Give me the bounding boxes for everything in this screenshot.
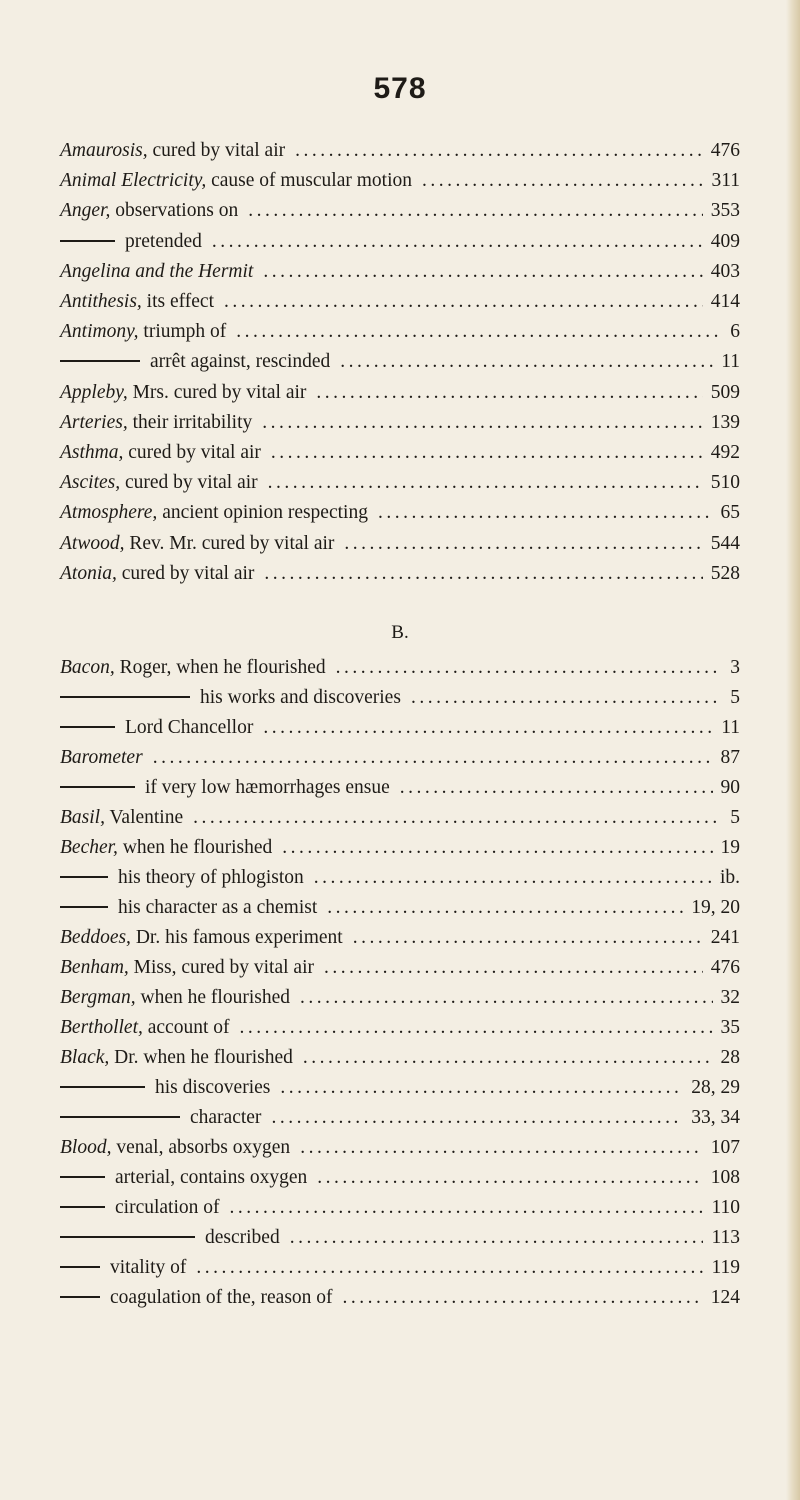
dot-leaders: [212, 227, 703, 257]
index-entry: [60, 287, 740, 317]
page-number: 578: [373, 72, 427, 105]
index-entry: [60, 1103, 740, 1133]
entry-description: cause of muscular motion: [206, 170, 412, 192]
entry-headword: Arteries,: [60, 411, 128, 433]
dot-leaders: [314, 863, 712, 893]
dot-leaders: [290, 1223, 704, 1253]
entry-description: venal, absorbs oxygen: [111, 1137, 291, 1158]
entry-description: circulation of: [115, 1197, 220, 1218]
dot-leaders: [153, 743, 713, 773]
index-entry: [60, 1193, 740, 1223]
entry-description: triumph of: [138, 321, 227, 343]
index-entry: [60, 559, 740, 589]
dot-leaders: [327, 893, 683, 923]
entry-description: cured by vital air: [123, 442, 261, 463]
entry-description: cured by vital air: [120, 472, 258, 494]
entry-description: character: [190, 1107, 262, 1128]
dot-leaders: [317, 1163, 703, 1193]
entry-headword: Beddoes,: [60, 927, 131, 948]
entry-page-number: 108: [710, 1167, 740, 1188]
entry-description: his character as a chemist: [118, 897, 318, 918]
entry-headword: Atonia,: [60, 562, 117, 584]
index-entry: [60, 1133, 740, 1163]
ditto-dash: [60, 696, 190, 698]
dot-leaders: [263, 713, 713, 743]
index-entry: [60, 1073, 740, 1103]
ditto-dash: [60, 1236, 195, 1238]
dot-leaders: [422, 166, 703, 196]
entry-description: his works and discoveries: [200, 687, 401, 708]
entry-description: Roger, when he flourished: [114, 657, 326, 678]
ditto-dash: [60, 1266, 100, 1268]
ditto-dash: [60, 726, 115, 728]
entry-page-number: 139: [710, 411, 740, 433]
entry-page-number: 28, 29: [691, 1077, 740, 1098]
index-entry: [60, 347, 740, 377]
entry-page-number: 87: [720, 747, 740, 768]
index-entry: [60, 166, 740, 196]
dot-leaders: [271, 1103, 683, 1133]
entry-headword: Ascites,: [60, 472, 121, 494]
ditto-dash: [60, 360, 140, 362]
entry-description: Rev. Mr. cured by vital air: [124, 532, 335, 554]
entry-headword: Barometer: [60, 747, 143, 768]
index-entry: [60, 378, 740, 408]
entry-page-number: 32: [720, 987, 740, 1008]
entry-page-number: 28: [720, 1047, 740, 1068]
index-entry: [60, 529, 740, 559]
entry-page-number: 492: [710, 442, 740, 463]
entry-headword: Basil,: [60, 807, 105, 828]
entry-page-number: 5: [730, 687, 740, 708]
dot-leaders: [268, 468, 703, 498]
entry-page-number: 65: [720, 502, 740, 524]
entry-headword: Berthollet,: [60, 1017, 143, 1038]
entry-description: coagulation of the, reason of: [110, 1287, 333, 1308]
entry-description: when he flourished: [135, 987, 290, 1008]
entry-description: arterial, contains oxygen: [115, 1167, 308, 1188]
index-entry: [60, 438, 740, 468]
entry-description: its effect: [141, 291, 214, 312]
entry-description: Dr. his famous experiment: [130, 927, 343, 948]
index-entry: [60, 833, 740, 863]
entry-page-number: 35: [720, 1017, 740, 1038]
entry-headword: Animal Electricity,: [60, 170, 207, 192]
index-entry: [60, 803, 740, 833]
index-entry: [60, 1283, 740, 1313]
entry-headword: Atmosphere,: [60, 502, 158, 524]
entry-page-number: 19: [720, 837, 740, 858]
index-entry: [60, 743, 740, 773]
entry-headword: Antimony,: [60, 321, 139, 343]
dot-leaders: [193, 803, 722, 833]
dot-leaders: [236, 317, 722, 347]
ditto-dash: [60, 1086, 145, 1088]
index-entry: [60, 1043, 740, 1073]
entry-page-number: 403: [710, 260, 740, 282]
index-entry: [60, 953, 740, 983]
entry-description: Miss, cured by vital air: [128, 957, 314, 978]
entry-headword: Black,: [60, 1047, 110, 1068]
index-entry: [60, 498, 740, 528]
dot-leaders: [300, 1133, 703, 1163]
dot-leaders: [248, 196, 703, 226]
entry-headword: Anger,: [60, 200, 111, 222]
index-entry: [60, 653, 740, 683]
index-entry: [60, 1013, 740, 1043]
dot-leaders: [295, 136, 703, 166]
entry-page-number: 544: [710, 532, 740, 554]
index-entry: [60, 408, 740, 438]
index-entry: [60, 468, 740, 498]
entry-headword: Becher,: [60, 837, 118, 858]
dot-leaders: [262, 408, 702, 438]
dot-leaders: [340, 347, 713, 377]
index-entry: [60, 1163, 740, 1193]
dot-leaders: [263, 257, 702, 287]
entry-description: pretended: [125, 230, 202, 252]
entry-page-number: 119: [711, 1257, 740, 1278]
entry-page-number: 33, 34: [691, 1107, 740, 1128]
dot-leaders: [400, 773, 713, 803]
dot-leaders: [411, 683, 722, 713]
entry-description: when he flourished: [117, 837, 273, 858]
entry-description: Valentine: [104, 807, 184, 828]
entry-page-number: 90: [720, 777, 740, 798]
dot-leaders: [240, 1013, 713, 1043]
entry-description: his discoveries: [155, 1077, 271, 1098]
index-entry: [60, 893, 740, 923]
index-entry: [60, 863, 740, 893]
dot-leaders: [316, 378, 702, 408]
entry-page-number: 11: [721, 717, 740, 738]
entry-page-number: 409: [710, 230, 740, 252]
index-entry: [60, 683, 740, 713]
entry-description: cured by vital air: [147, 140, 286, 161]
dot-leaders: [324, 953, 703, 983]
ditto-dash: [60, 1176, 105, 1178]
entry-headword: Appleby,: [60, 381, 128, 403]
entry-headword: Bergman,: [60, 987, 136, 1008]
entry-headword: Antithesis,: [60, 291, 142, 312]
ditto-dash: [60, 1206, 105, 1208]
entry-page-number: 510: [710, 472, 740, 494]
entry-page-number: 476: [710, 957, 740, 978]
entry-description: observations on: [110, 200, 239, 222]
ditto-dash: [60, 1116, 180, 1118]
dot-leaders: [264, 559, 702, 589]
index-entry: [60, 1253, 740, 1283]
ditto-dash: [60, 240, 115, 242]
index-entry: [60, 983, 740, 1013]
dot-leaders: [230, 1193, 704, 1223]
entry-page-number: 124: [710, 1287, 740, 1308]
index-entry: [60, 257, 740, 287]
entry-description: their irritability: [127, 411, 253, 433]
entry-page-number: 19, 20: [691, 897, 740, 918]
dot-leaders: [282, 833, 712, 863]
entry-page-number: 110: [711, 1197, 740, 1218]
entry-description: arrêt against, rescinded: [150, 351, 331, 373]
entry-page-number: 311: [711, 170, 740, 192]
entry-description: described: [205, 1227, 280, 1248]
index-entry: [60, 923, 740, 953]
dot-leaders: [336, 653, 723, 683]
entry-page-number: 509: [710, 381, 740, 403]
entry-headword: Angelina and the Hermit: [60, 260, 254, 282]
ditto-dash: [60, 1296, 100, 1298]
page-edge: [786, 0, 800, 1500]
index-entry: [60, 1223, 740, 1253]
ditto-dash: [60, 876, 108, 878]
entry-headword: Atwood,: [60, 532, 125, 554]
entry-headword: Amaurosis,: [60, 140, 148, 161]
index-entry: [60, 227, 740, 257]
index-entry: [60, 136, 740, 166]
dot-leaders: [353, 923, 703, 953]
entry-description: account of: [142, 1017, 230, 1038]
entry-headword: Bacon,: [60, 657, 115, 678]
dot-leaders: [280, 1073, 683, 1103]
entry-description: cured by vital air: [116, 562, 255, 584]
entry-page-number: 6: [730, 321, 740, 343]
dot-leaders: [343, 1283, 703, 1313]
index-entry: [60, 317, 740, 347]
entry-page-number: 107: [710, 1137, 740, 1158]
entry-description: Dr. when he flourished: [109, 1047, 293, 1068]
entry-headword: Asthma,: [60, 442, 124, 463]
ditto-dash: [60, 786, 135, 788]
entry-page-number: 476: [710, 140, 740, 161]
dot-leaders: [378, 498, 713, 528]
dot-leaders: [271, 438, 703, 468]
index-entry: [60, 196, 740, 226]
entry-description: Lord Chancellor: [125, 717, 254, 738]
entry-page-number: 113: [711, 1227, 740, 1248]
entry-headword: Blood,: [60, 1137, 112, 1158]
dot-leaders: [196, 1253, 703, 1283]
index-entry: [60, 773, 740, 803]
entry-page-number: 353: [710, 200, 740, 222]
dot-leaders: [224, 287, 703, 317]
entry-page-number: 241: [710, 927, 740, 948]
dot-leaders: [344, 529, 702, 559]
entry-description: ancient opinion respecting: [157, 502, 368, 524]
entry-description: if very low hæmorrhages ensue: [145, 777, 390, 798]
entry-page-number: 11: [721, 351, 740, 373]
dot-leaders: [303, 1043, 713, 1073]
dot-leaders: [300, 983, 713, 1013]
index-entry: [60, 713, 740, 743]
entry-description: Mrs. cured by vital air: [127, 381, 307, 403]
entry-page-number: 5: [730, 807, 740, 828]
entry-page-number: 414: [710, 291, 740, 312]
entry-description: his theory of phlogiston: [118, 867, 304, 888]
entry-headword: Benham,: [60, 957, 129, 978]
ditto-dash: [60, 906, 108, 908]
entry-page-number: 528: [710, 562, 740, 584]
entry-page-number: 3: [730, 657, 740, 678]
entry-page-number: ib.: [719, 867, 740, 888]
section-b-heading: B.: [391, 622, 409, 643]
entry-description: vitality of: [110, 1257, 187, 1278]
